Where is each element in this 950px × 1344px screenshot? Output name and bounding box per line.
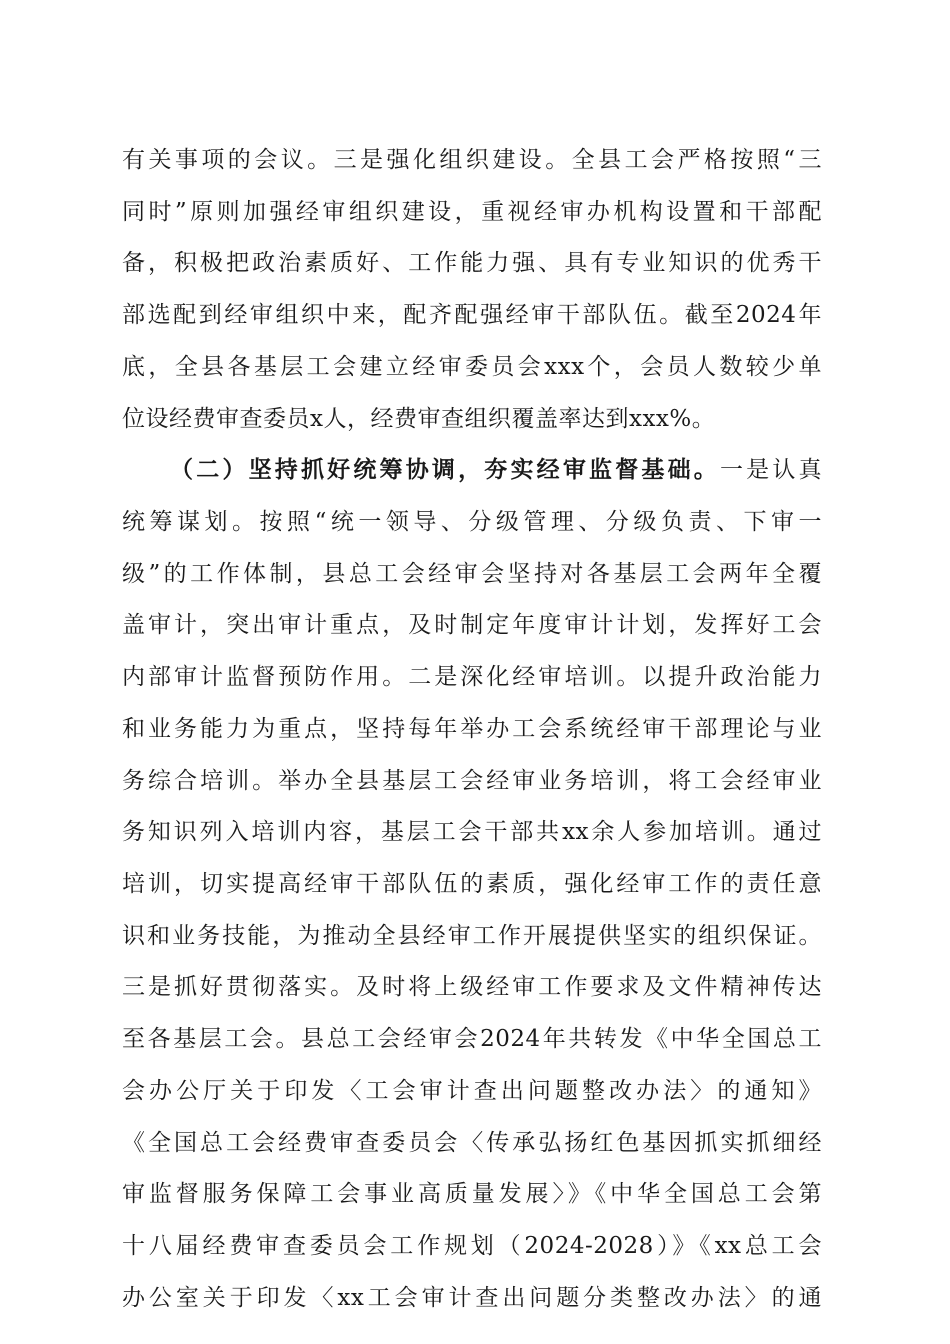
text-line: 级”的工作体制，县总工会经审会坚持对各基层工会两年全覆 — [122, 561, 822, 587]
text-line: 和业务能力为重点，坚持每年举办工会系统经审干部理论与业 — [122, 716, 822, 742]
text-line: 办公室关于印发〈xx工会审计查出问题分类整改办法〉的通 — [122, 1285, 822, 1311]
text-line: 备，积极把政治素质好、工作能力强、具有专业知识的优秀干 — [122, 250, 822, 276]
text-line: 内部审计监督预防作用。二是深化经审培训。以提升政治能力 — [122, 664, 822, 690]
text-line: 盖审计，突出审计重点，及时制定年度审计计划，发挥好工会 — [122, 612, 822, 638]
section-heading: （二）坚持抓好统筹协调，夯实经审监督基础。 — [170, 456, 720, 483]
text-line: 同时”原则加强经审组织建设，重视经审办机构设置和干部配 — [122, 199, 822, 225]
section-heading-line — [170, 453, 822, 487]
text-line: 会办公厅关于印发〈工会审计查出问题整改办法〉的通知》 — [122, 1078, 822, 1104]
section-heading-tail: 一是认真 — [719, 457, 822, 483]
text-line: 有关事项的会议。三是强化组织建设。全县工会严格按照“三 — [122, 147, 822, 173]
text-line: 《全国总工会经费审查委员会〈传承弘扬红色基因抓实抓细经 — [122, 1130, 822, 1156]
text-line: 培训，切实提高经审干部队伍的素质，强化经审工作的责任意 — [122, 871, 822, 897]
text-line: 务知识列入培训内容，基层工会干部共xx余人参加培训。通过 — [122, 819, 822, 845]
text-line: 部选配到经审组织中来，配齐配强经审干部队伍。截至2024年 — [122, 302, 822, 328]
text-line: 审监督服务保障工会事业高质量发展〉》《中华全国总工会第 — [122, 1181, 822, 1207]
text-line: 识和业务技能，为推动全县经审工作开展提供坚实的组织保证。 — [122, 923, 822, 949]
text-line: 十八届经费审查委员会工作规划（2024-2028）》《xx总工会 — [122, 1233, 822, 1259]
text-line: 统筹谋划。按照“统一领导、分级管理、分级负责、下审一 — [122, 509, 822, 535]
text-line: 底，全县各基层工会建立经审委员会xxx个，会员人数较少单 — [122, 354, 822, 380]
text-line: 务综合培训。举办全县基层工会经审业务培训，将工会经审业 — [122, 768, 822, 794]
text-line: 三是抓好贯彻落实。及时将上级经审工作要求及文件精神传达 — [122, 974, 822, 1000]
text-line: 位设经费审查委员x人，经费审查组织覆盖率达到xxx%。 — [122, 406, 716, 432]
text-line: 至各基层工会。县总工会经审会2024年共转发《中华全国总工 — [122, 1026, 822, 1052]
